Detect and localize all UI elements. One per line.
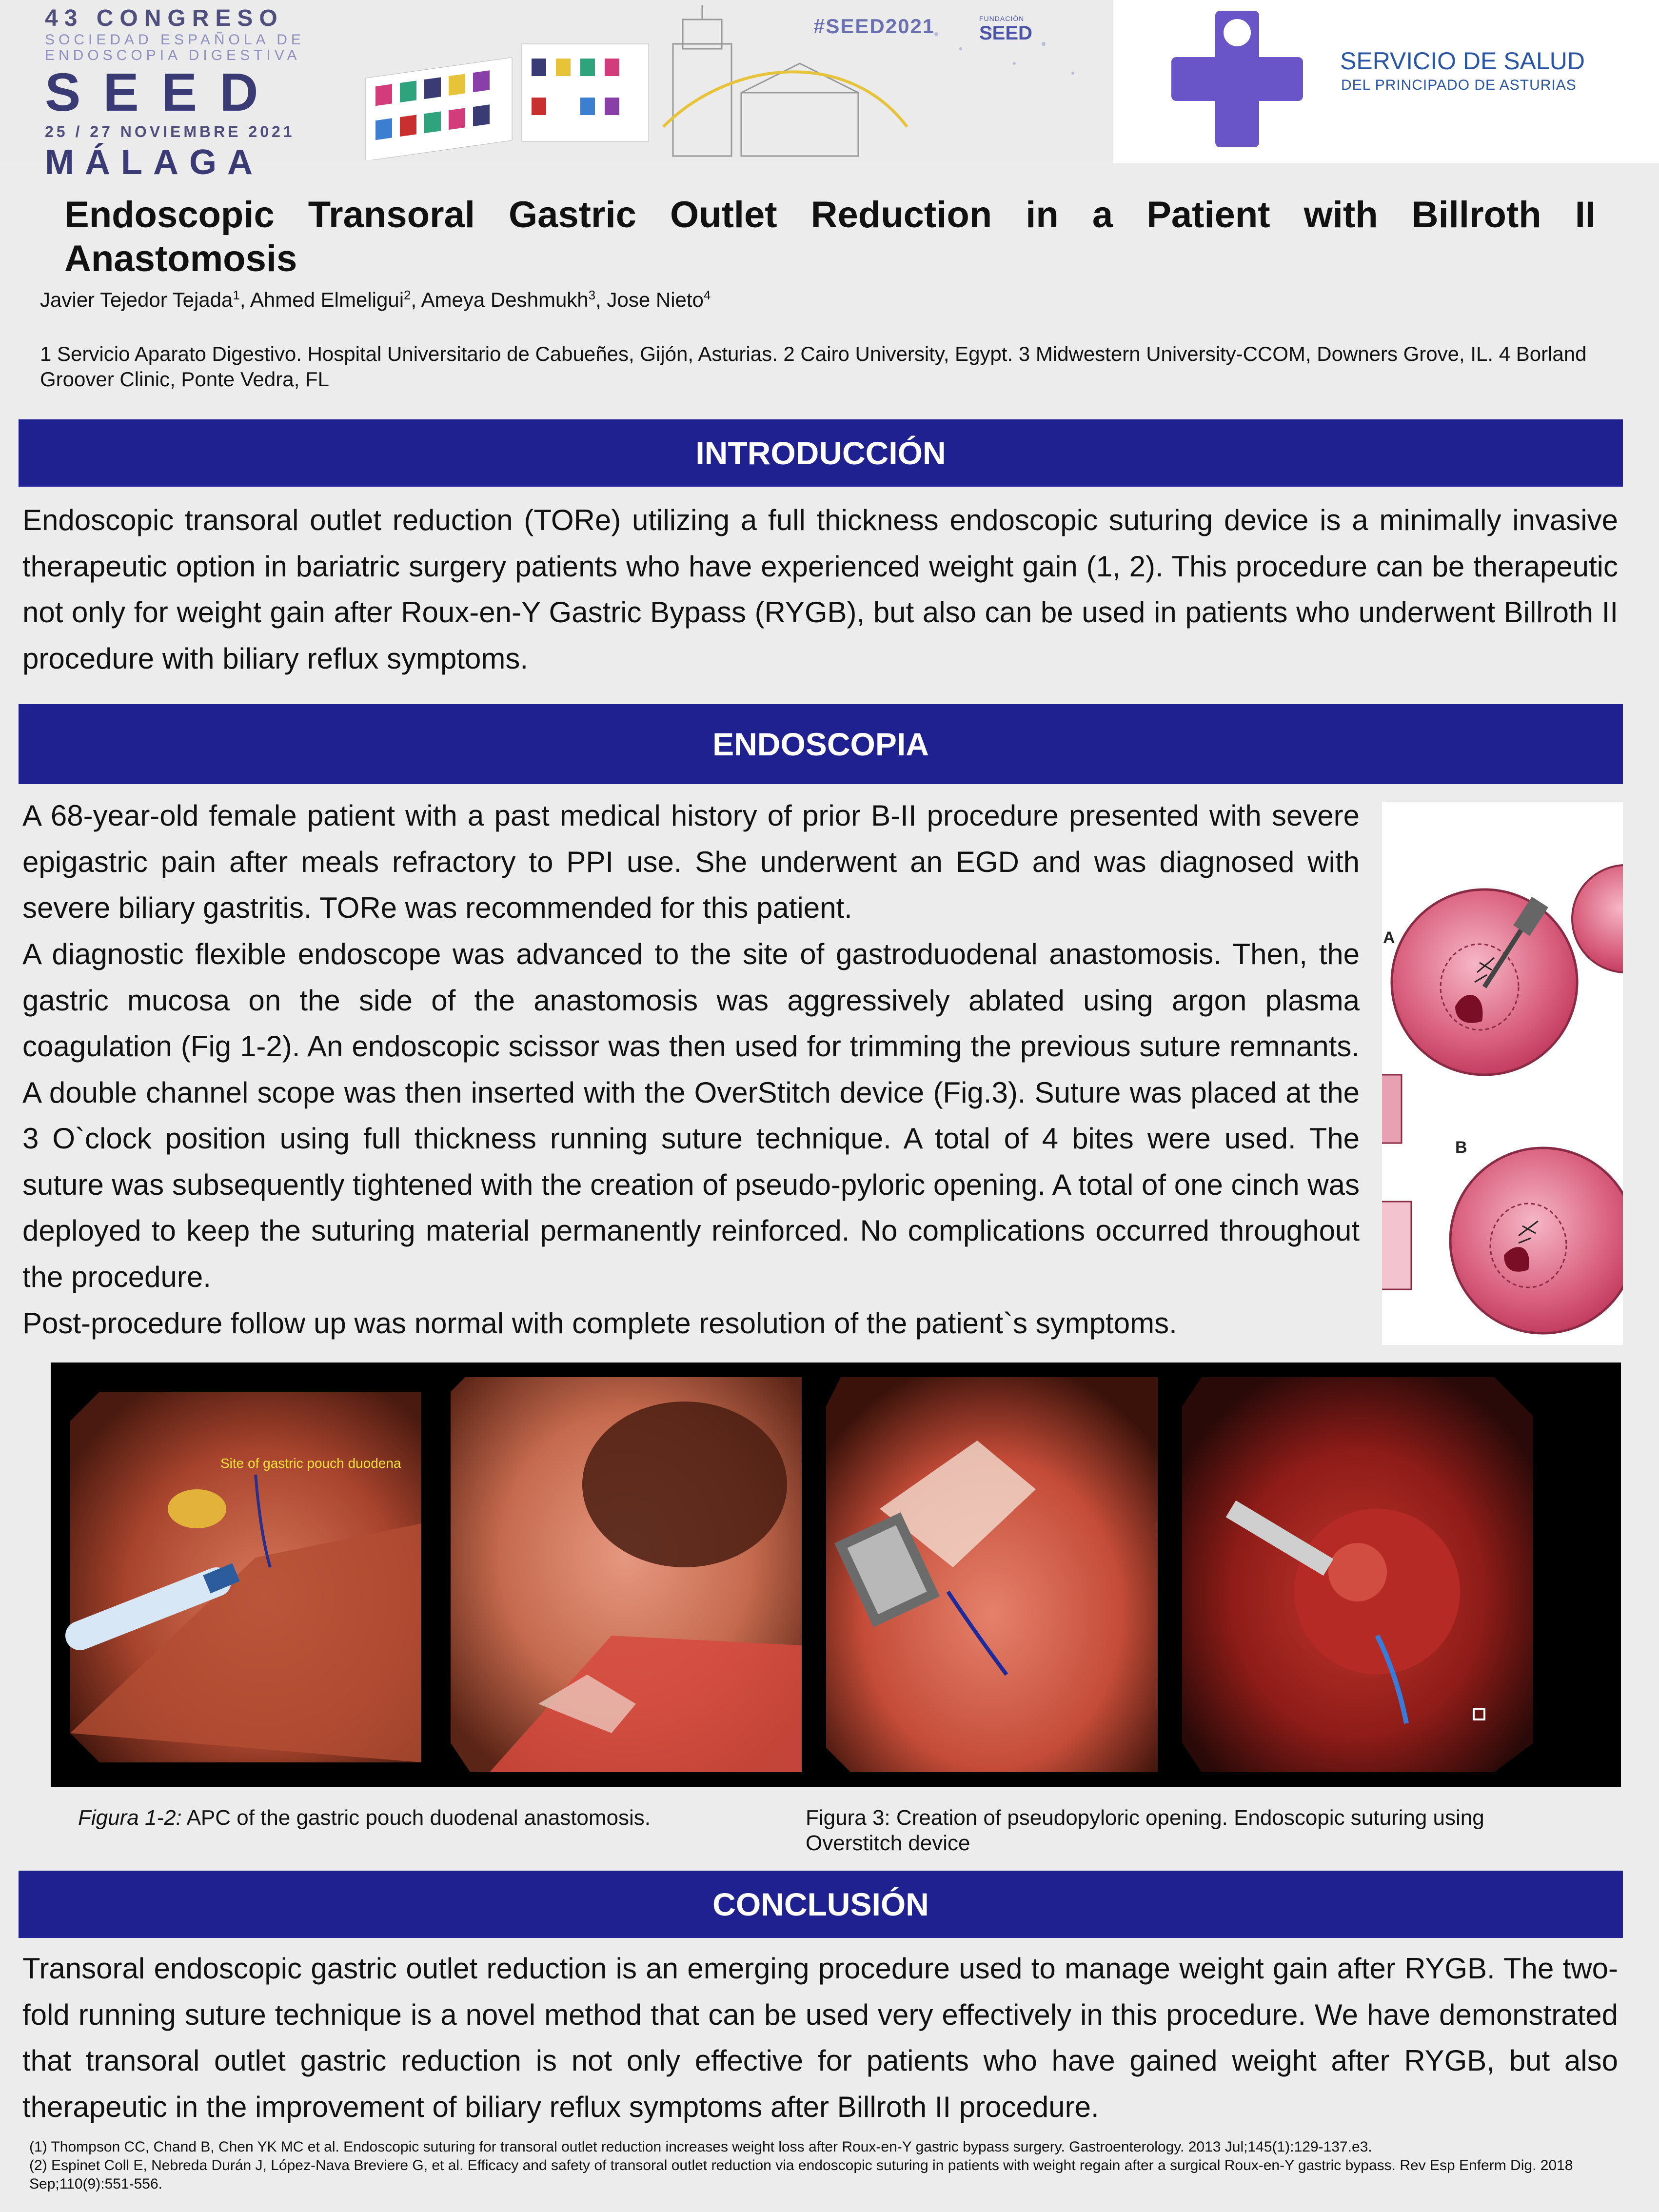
section-header-introduccion: [19, 419, 1623, 487]
author-separator: ,: [411, 288, 421, 311]
author-separator: ,: [595, 288, 607, 311]
congress-banner: [0, 0, 1659, 182]
author-affiliation-number: 4: [703, 288, 711, 302]
author-affiliation-number: 1: [233, 288, 240, 302]
author-name: Javier Tejedor Tejada: [40, 288, 233, 311]
author-affiliation-number: 3: [588, 288, 596, 302]
stomach-suture-diagram-icon: [1382, 802, 1623, 1345]
society-line-2: ENDOSCOPIA DIGESTIVA: [45, 47, 301, 63]
schematic-label-b: B: [1455, 1138, 1467, 1157]
schematic-label-a: A: [1383, 928, 1395, 947]
conclusion-text: Transoral endoscopic gastric outlet reduction is an emerging procedure used to manage weight gain after RYGB. The two-fold running suture technique is a novel method that can be used very effectively in this procedure. We have demonstrated that transoral outlet gastric reduction is not only effective for patients who have gained weight after RYGB, but also therapeutic in the improvement of biliary reflux symptoms after Billroth II procedure.: [22, 1952, 1618, 2123]
section-header-conclusion: [19, 1871, 1623, 1938]
author-name: Ahmed Elmeligui: [250, 288, 404, 311]
congress-branding: [45, 5, 328, 183]
congress-hashtag: #SEED2021: [813, 15, 935, 38]
foundation-label: FUNDACIÓN: [979, 15, 1025, 22]
section-header-endoscopia: [19, 704, 1623, 784]
foundation-name: SEED: [979, 22, 1032, 44]
reference-item: (1) Thompson CC, Chand B, Chen YK MC et al. Endoscopic suturing for transoral outlet reduction increases weight loss after Roux-en-Y gastric bypass surgery. Gastroenterology. 2013 Jul;145(1):129-137.e3.: [29, 2139, 1372, 2155]
endoscopy-text-3: Post-procedure follow up was normal with complete resolution of the patient`s symptoms.: [22, 1307, 1177, 1340]
congress-acronym: SEED: [45, 62, 281, 122]
author-separator: ,: [239, 288, 250, 311]
author-name: Jose Nieto: [607, 288, 704, 311]
reference-item: (2) Espinet Coll E, Nebreda Durán J, López-Nava Breviere G, et al. Efficacy and safety of transoral outlet reduction via endoscopic suturing in patients with weight regain after a surgical Roux-en-Y gastric bypass. Rev Esp Enferm Dig. 2018 Sep;110(9):551-556.: [29, 2157, 1573, 2192]
health-cross-icon: [1171, 11, 1303, 147]
frame-overlay-label: Site of gastric pouch duodena: [220, 1456, 401, 1471]
author-name: Ameya Deshmukh: [421, 288, 589, 311]
poster-title: Endoscopic Transoral Gastric Outlet Reduction in a Patient with Billroth II Anastomosis: [64, 194, 1596, 279]
reference-list: [29, 2138, 1634, 2193]
section-title: INTRODUCCIÓN: [695, 435, 946, 471]
section-title: ENDOSCOPIA: [712, 726, 929, 762]
partner-name: SERVICIO DE SALUD: [1340, 47, 1585, 75]
congress-dates: 25 / 27 NOVIEMBRE 2021: [45, 123, 295, 140]
endoscopy-frames-icon: [51, 1363, 1621, 1787]
endoscopy-text-1: A 68-year-old female patient with a past medical history of prior B-II procedure presented with severe epigastric pain after meals refractory to PPI use. She underwent an EGD and was diagnosed with severe biliary gastritis. TORe was recommended for this patient.: [22, 799, 1360, 924]
affiliations: 1 Servicio Aparato Digestivo. Hospital Universitario de Cabueñes, Gijón, Asturias. 2 Cairo University, Egypt. 3 Midwestern University-CCOM, Downers Grove, IL. 4 Borland Groover Clinic, Ponte Vedra, FL: [40, 342, 1587, 391]
figure-caption-1-text: APC of the gastric pouch duodenal anastomosis.: [181, 1806, 651, 1830]
partner-logo-panel: [1113, 0, 1659, 163]
author-affiliation-number: 2: [404, 288, 411, 302]
section-title: CONCLUSIÓN: [712, 1886, 929, 1922]
congress-number: 43 CONGRESO: [45, 5, 284, 31]
author-list: [40, 288, 711, 312]
partner-subtitle: DEL PRINCIPADO DE ASTURIAS: [1341, 77, 1577, 93]
foundation-logo: [979, 15, 1032, 44]
figure-caption-2: Figura 3: Creation of pseudopyloric opening. Endoscopic suturing using Overstitch device: [806, 1806, 1484, 1855]
endoscopy-text-2: A diagnostic flexible endoscope was advanced to the site of gastroduodenal anastomosis. Then, the gastric mucosa on the side of the anastomosis was aggressively ablated using argon plasma coagulation (Fig 1-2). An endoscopic scissor was then used for trimming the previous suture remnants. A double channel scope was then inserted with the OverStitch device (Fig.3). Suture was placed at the 3 O`clock position using full thickness running suture technique. A total of 4 bites were used. The suture was subsequently tightened with the creation of pseudo-pyloric opening. A total of one cinch was deployed to keep the suturing material permanently reinforced. No complications occurred throughout the procedure.: [22, 938, 1360, 1293]
figure-caption-1-label: Figura 1-2:: [78, 1806, 182, 1830]
introduction-text: Endoscopic transoral outlet reduction (TORe) utilizing a full thickness endoscopic suturing device is a minimally invasive therapeutic option in bariatric surgery patients who have experienced weight gain (1, 2). This procedure can be therapeutic not only for weight gain after Roux-en-Y Gastric Bypass (RYGB), but also can be used in patients who underwent Billroth II procedure with biliary reflux symptoms.: [22, 504, 1618, 675]
congress-city: MÁLAGA: [45, 143, 263, 182]
suturing-schematic-figure: [1382, 802, 1623, 1345]
endoscopy-image-strip: [51, 1363, 1621, 1787]
society-line-1: SOCIEDAD ESPAÑOLA DE: [45, 32, 305, 48]
figure-caption-1: [78, 1805, 761, 1831]
